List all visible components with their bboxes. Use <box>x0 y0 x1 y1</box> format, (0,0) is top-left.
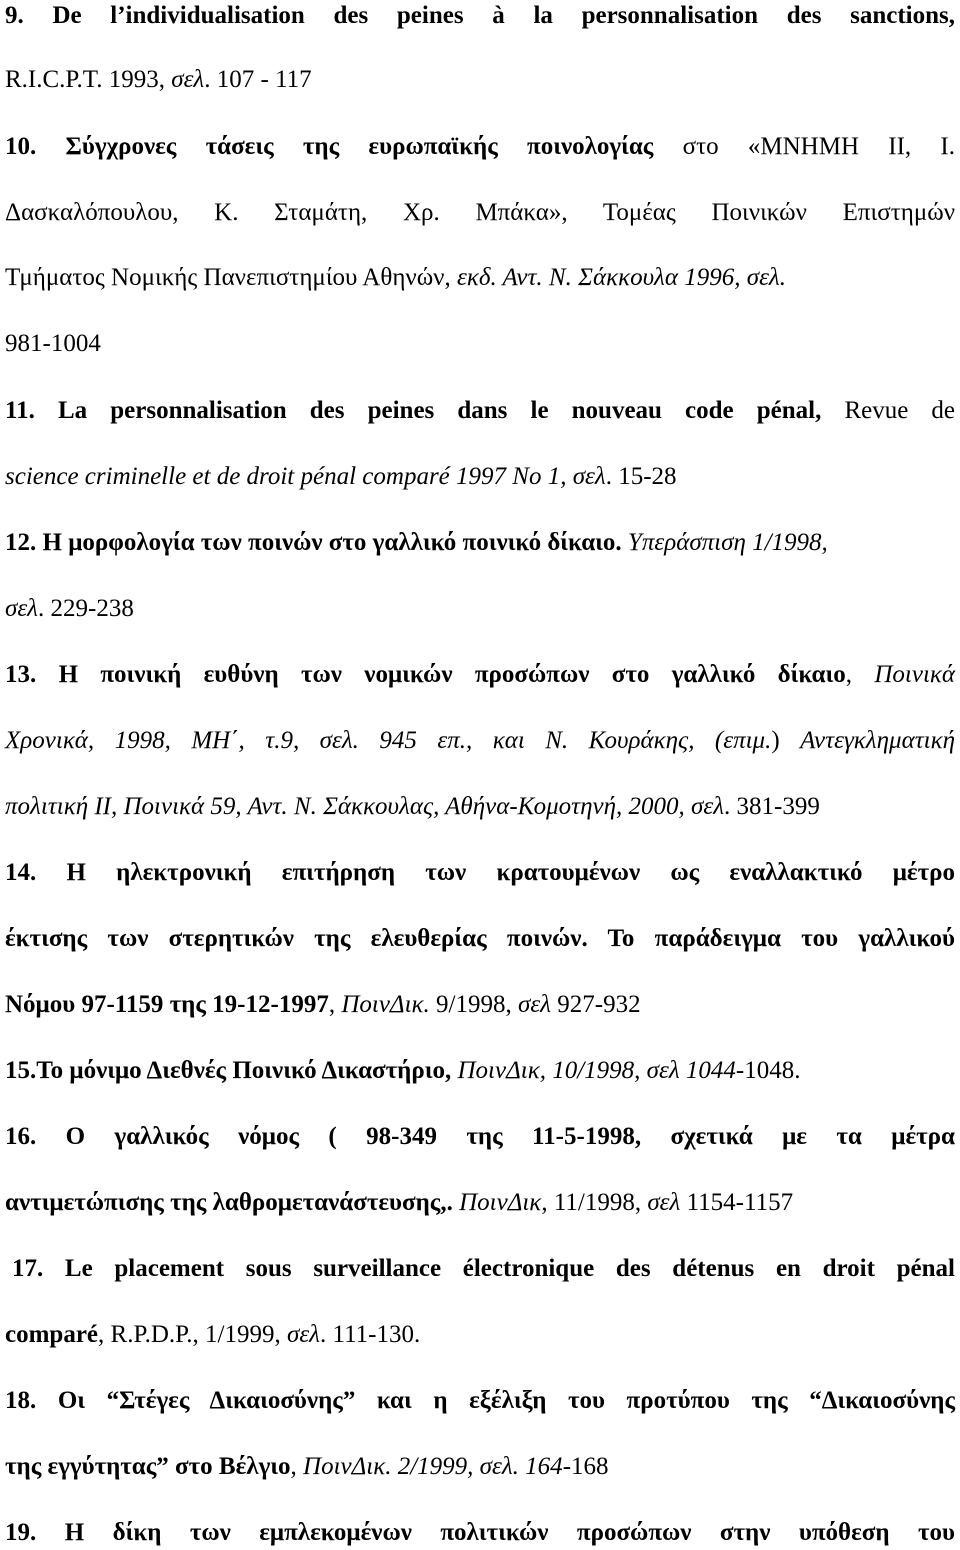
citation-text: . 15-28 <box>605 463 677 490</box>
reference-line <box>5 1055 955 1087</box>
citation-text: . 107 - 117 <box>204 66 312 93</box>
reference-title-text: 15.Το μόνιμο Διεθνές Ποινικό Δικαστήριο, <box>5 1057 452 1084</box>
reference-line <box>5 1385 955 1417</box>
reference-line <box>5 1319 955 1351</box>
citation-italic-text: science criminelle et de droit pénal comparé 1997 No 1, σελ <box>5 463 606 490</box>
citation-text: Δασκαλόπουλου, Κ. Σταμάτη, Χρ. Μπάκα», Τομέας Ποινικών Επιστημών <box>5 199 955 226</box>
citation-text: Τμήματος Νομικής Πανεπιστημίου Αθηνών, <box>5 264 457 291</box>
reference-title-text: 13. Η ποινική ευθύνη των νομικών προσώπων στο γαλλικό δίκαιο <box>5 661 846 688</box>
citation-italic-text: πολιτική ΙΙ, Ποινικά 59, Αντ. Ν. Σάκκουλας, Αθήνα-Κομοτηνή, 2000, σελ <box>5 793 725 820</box>
citation-italic-text: ΠοινΔικ <box>459 1189 542 1216</box>
reference-line <box>5 791 955 823</box>
reference-line <box>5 923 955 955</box>
reference-title-text: Νόμου 97-1159 της 19-12-1997 <box>5 991 329 1018</box>
reference-title-text: comparé <box>5 1321 99 1348</box>
reference-title-text: της εγγύτητας” στο Βέλγιο <box>5 1453 291 1480</box>
citation-italic-text: σελ <box>5 595 39 622</box>
citation-italic-text: Αντεγκληματική <box>800 727 955 754</box>
reference-title-text: 9. De l’individualisation des peines à la personnalisation des sanctions, <box>5 2 955 29</box>
citation-italic-text: ΠοινΔικ. 2/1999, σελ. 164 <box>303 1453 563 1480</box>
citation-text: , <box>328 991 342 1018</box>
reference-title-text: έκτισης των στερητικών της ελευθερίας ποινών. Το παράδειγμα του γαλλικού <box>5 925 955 952</box>
reference-line <box>5 725 955 757</box>
reference-title-text: 16. Ο γαλλικός νόμος ( 98-349 της 11-5-1998, σχετικά με τα μέτρα <box>5 1123 955 1150</box>
citation-italic-text: σελ <box>518 991 552 1018</box>
reference-line <box>5 527 955 559</box>
reference-line <box>5 395 955 427</box>
reference-title-text: 14. Η ηλεκτρονική επιτήρηση των κρατουμένων ως εναλλακτικό μέτρο <box>5 859 955 886</box>
citation-italic-text: Ποινικά <box>874 661 956 688</box>
citation-text: στο «ΜΝΗΜΗ ΙΙ, Ι. <box>653 133 955 160</box>
reference-line <box>5 262 955 294</box>
reference-line <box>5 857 955 889</box>
reference-line <box>5 659 955 691</box>
reference-line <box>12 1253 955 1285</box>
reference-line <box>5 131 955 163</box>
reference-title-text: 10. Σύγχρονες τάσεις της ευρωπαϊκής ποινολογίας <box>5 133 654 160</box>
citation-text: -1048. <box>735 1057 801 1084</box>
citation-text: R.I.C.P.T. 1993, <box>5 66 172 93</box>
citation-italic-text: σελ <box>171 66 205 93</box>
reference-line <box>5 64 955 96</box>
citation-italic-text: εκδ. Αντ. Ν. Σάκκουλα 1996, σελ. <box>456 264 787 291</box>
citation-text: . 381-399 <box>724 793 820 820</box>
reference-line <box>5 328 955 360</box>
citation-text: , <box>290 1453 304 1480</box>
citation-text: 1154-1157 <box>680 1189 794 1216</box>
citation-text: , 11/1998, <box>541 1189 648 1216</box>
citation-text: . 111-130. <box>320 1321 421 1348</box>
reference-line <box>5 1517 955 1549</box>
citation-text: -168 <box>562 1453 609 1480</box>
reference-title-text: 11. La personnalisation des peines dans le nouveau code pénal, <box>5 397 822 424</box>
reference-line <box>5 593 955 625</box>
citation-text: . 229-238 <box>38 595 134 622</box>
citation-italic-text: ΠοινΔικ, 10/1998, σελ 1044 <box>451 1057 736 1084</box>
reference-line <box>5 989 955 1021</box>
reference-title-text: 18. Οι “Στέγες Δικαιοσύνης” και η εξέλιξη του προτύπου της “Δικαιοσύνης <box>5 1387 955 1414</box>
reference-title-text: 12. Η μορφολογία των ποινών στο γαλλικό ποινικό δίκαιο. <box>5 529 622 556</box>
citation-italic-text: σελ <box>286 1321 320 1348</box>
citation-text: ) <box>771 727 801 754</box>
citation-text: Revue de <box>821 397 956 424</box>
reference-line <box>5 0 955 32</box>
reference-title-text: αντιμετώπισης της λαθρομετανάστευσης,. <box>5 1189 453 1216</box>
citation-italic-text: Χρονικά, 1998, ΜΗ΄, τ.9, σελ. 945 επ., και Ν. Κουράκης, (επιμ. <box>5 727 772 754</box>
reference-title-text: 19. Η δίκη των εμπλεκομένων πολιτικών προσώπων στην υπόθεση του <box>5 1519 955 1546</box>
citation-italic-text: Υπεράσπιση 1/1998, <box>621 529 828 556</box>
reference-line <box>5 461 955 493</box>
citation-text: 927-932 <box>551 991 641 1018</box>
citation-text: , R.P.D.P., 1/1999, <box>98 1321 287 1348</box>
citation-italic-text: ΠοινΔικ. <box>341 991 430 1018</box>
reference-title-text: 17. Le placement sous surveillance électronique des détenus en droit pénal <box>12 1255 955 1282</box>
reference-line <box>5 1451 955 1483</box>
reference-line <box>5 1121 955 1153</box>
citation-text: , <box>845 661 875 688</box>
reference-line <box>5 197 955 229</box>
reference-line <box>5 1187 955 1219</box>
citation-italic-text: σελ <box>647 1189 681 1216</box>
citation-text: 981-1004 <box>5 330 101 357</box>
citation-text: 9/1998, <box>429 991 518 1018</box>
